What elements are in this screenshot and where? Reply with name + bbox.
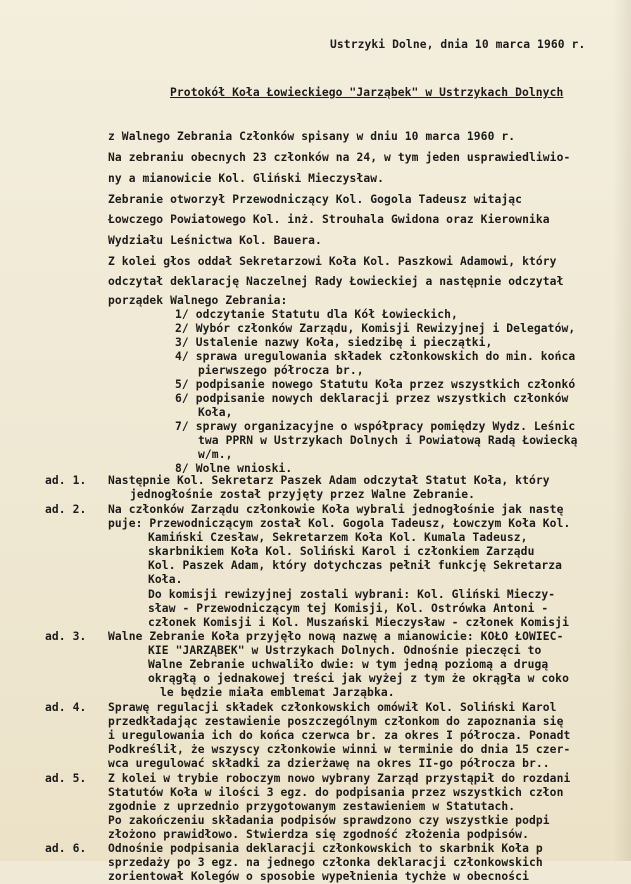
section-label-ad6: ad. 6. (45, 842, 87, 855)
text-line: puje: Przewodniczącym został Kol. Gogola Tadeusz, Łowczym Koła Kol. (108, 517, 571, 530)
text-line: Wydziału Leśnictwa Kol. Bauera. (108, 234, 322, 247)
text-line: Łowczego Powiatowego Kol. inż. Strouhala Gwidona oraz Kierownika (108, 213, 550, 226)
text-line: Na członków Zarządu członkowie Koła wybrali jednogłośnie jak nastę (108, 503, 564, 516)
section-label-ad5: ad. 5. (45, 772, 87, 785)
agenda-item-cont: twa PPRN w Ustrzykach Dolnych i Powiatową Radą Łowiecką (198, 434, 578, 447)
text-line: ny a mianowicie Kol. Gliński Mieczysław. (108, 172, 385, 185)
text-line: Następnie Kol. Sekretarz Paszek Adam odczytał Statut Koła, który (108, 474, 550, 487)
text-line: skarbnikiem Koła Kol. Soliński Karol i członkiem Zarządu (148, 545, 535, 558)
agenda-item-cont: Koła, (198, 406, 233, 419)
text-line: Kol. Paszek Adam, który dotychczas pełnił funkcję Sekretarza (148, 559, 563, 572)
section-label-ad1: ad. 1. (45, 474, 87, 487)
agenda-item: 1/ odczytanie Statutu dla Kół Łowieckich, (175, 308, 458, 321)
paper-edge-shadow (613, 0, 631, 861)
text-line: Z kolei głos oddał Sekretarzowi Koła Kol. Paszkowi Adamowi, który (108, 255, 557, 268)
text-line: sprzedaży po 3 egz. na jednego członka deklaracji członkowskich (108, 856, 543, 869)
section-label-ad4: ad. 4. (45, 701, 87, 714)
text-line: Odnośnie podpisania deklaracji członkowskich to skarbnik Koła p (108, 842, 543, 855)
text-line: złożono prawidłowo. Stwierdza się zgodność złożenia podpisów. (108, 828, 529, 841)
agenda-item-cont: w/m., (198, 448, 233, 461)
text-line: sław - Przewodniczącym tej Komisji, Kol. Ostrówka Antoni - (148, 602, 549, 615)
text-line: wca uregulować składki za dzierżawę na okres II-go półrocza br.. (108, 757, 550, 770)
text-line: Po zakończeniu składania podpisów sprawdzono czy wszystkie podpi (108, 814, 550, 827)
text-line: jednogłośnie został przyjęty przez Walne Zebranie. (130, 488, 476, 501)
text-line: okrągłą o jednakowej treści jak wyżej z tym że okrągła w coko (148, 672, 569, 685)
text-line: przedkładając zestawienie poszczególnym członkom do zapoznania się (108, 715, 564, 728)
section-label-ad2: ad. 2. (45, 503, 87, 516)
agenda-item: 6/ podpisanie nowych deklaracji przez wszystkich członków (175, 392, 569, 405)
text-line: Koła. (148, 573, 183, 586)
text-line: członek Komisji i Kol. Muszański Mieczysław - członek Komisji (148, 616, 569, 629)
agenda-item: 4/ sprawa uregulowania składek członkowskich do min. końca (175, 350, 576, 363)
text-line: zgodnie z uprzednio przygotowanym zestawieniem w Statutach. (108, 800, 516, 813)
text-line: Walne Zebranie Koła przyjęło nową nazwę a mianowicie: KOŁO ŁOWIEC- (108, 630, 564, 643)
text-line: Podkreślił, że wszyscy członkowie winni w terminie do dnia 15 czer- (108, 743, 571, 756)
agenda-item: 8/ Wolne wnioski. (175, 462, 293, 475)
agenda-item: 5/ podpisanie nowego Statutu Koła przez wszystkich członkó (175, 378, 576, 391)
text-line: porządek Walnego Zebrania: (108, 294, 288, 307)
text-line: Zebranie otworzył Przewodniczący Kol. Gogola Tadeusz witając (108, 193, 523, 206)
text-line: Do komisji rewizyjnej zostali wybrani: Kol. Gliński Mieczy- (148, 588, 556, 601)
text-line: zorientował Kolegów o sposobie wypełnienia tychże w obecności (108, 870, 529, 883)
text-line: le będzie miała emblemat Jarząbka. (160, 686, 395, 699)
agenda-item: 2/ Wybór członków Zarządu, Komisji Rewizyjnej i Delegatów, (175, 322, 576, 335)
text-line: Walne Zebranie uchwaliło dwie: w tym jedną poziomą a drugą (148, 658, 549, 671)
agenda-item: 3/ Ustalenie nazwy Koła, siedzibę i pieczątki, (175, 336, 493, 349)
agenda-item: 7/ sprawy organizacyjne o współpracy pomiędzy Wydz. Leśnic (175, 420, 576, 433)
text-line: Na zebraniu obecnych 23 członków na 24, w tym jeden usprawiedliwio- (108, 151, 571, 164)
text-line: odczytał deklarację Naczelnej Rady Łowieckiej a następnie odczytał (108, 275, 564, 288)
text-line: z Walnego Zebrania Członków spisany w dniu 10 marca 1960 r. (108, 130, 516, 143)
document-title: Protokół Koła Łowieckiego "Jarząbek" w Ustrzykach Dolnych (170, 86, 564, 99)
section-label-ad3: ad. 3. (45, 630, 87, 643)
text-line: Sprawę regulacji składek członkowskich omówił Kol. Soliński Karol (108, 701, 557, 714)
text-line: KIE "JARZĄBEK" w Ustrzykach Dolnych. Odnośnie pieczęci to (148, 644, 542, 657)
place-date: Ustrzyki Dolne, dnia 10 marca 1960 r. (330, 38, 586, 51)
agenda-item-cont: pierwszego półrocza br., (198, 364, 364, 377)
text-line: i uregulowania ich do końca czerwca br. za okres I półrocza. Ponadt (108, 729, 571, 742)
text-line: Statutów Koła w ilości 3 egz. do podpisania przez wszystkich człon (108, 786, 564, 799)
text-line: Z kolei w trybie roboczym nowo wybrany Zarząd przystąpił do rozdani (108, 772, 571, 785)
text-line: Kamiński Czesław, Sekretarzem Koła Kol. Kumala Tadeusz, (148, 531, 528, 544)
